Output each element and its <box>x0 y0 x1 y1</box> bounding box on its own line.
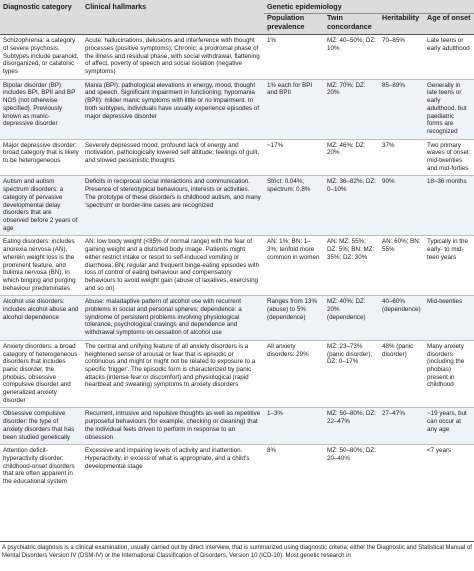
header-twin-concordance: Twin concordance <box>324 14 379 35</box>
cell-age-of-onset: Many anxiety disorders (including the phobias) present in childhood <box>424 340 474 408</box>
header-heritability: Heritability <box>379 14 424 35</box>
cell-category: Anxiety disorders: a broad category of heterogeneous disorders that includes panic disorder, the phobias, obsessive compulsive disorder and generalized anxiety disorder <box>0 340 82 408</box>
cell-hallmarks: The central and unifying feature of all anxiety disorders is a heightened sense of arousal or fear that is episodic or continuous and might or might not be related to exposure to a specific 'trigger'. The episodic form is characterized by panic attacks (intense fear or discomfort) and physiological (rapid heartbeat and sweating) symptoms to anxiety disorders <box>82 340 264 408</box>
cell-heritability: 40–60% (dependence) <box>379 296 424 341</box>
header-clinical-hallmarks: Clinical hallmarks <box>82 0 264 35</box>
cell-prevalence: Ranges from 13% (abuse) to 5% (dependence) <box>264 296 324 341</box>
header-diagnostic-category: Diagnostic category <box>0 0 82 35</box>
cell-prevalence: 1% each for BPI and BPII <box>264 79 324 139</box>
cell-twin-concordance: MZ: 46%; DZ: 20% <box>324 139 379 176</box>
cell-hallmarks: Abuse: maladaptive pattern of alcohol use with recurrent problems in social and personal spheres; dependence: a syndrome of persistent problems involving physiological tolerance, psychological cravings and dependence and withdrawal symptoms on cessation of alcohol use <box>82 296 264 341</box>
cell-prevalence: 8% <box>264 445 324 489</box>
cell-age-of-onset: <7 years <box>424 445 474 489</box>
cell-prevalence: 1–3% <box>264 408 324 445</box>
cell-age-of-onset: Late teens or early adulthood <box>424 35 474 80</box>
cell-category: Schizophrenia: a category of severe psychosis. Subtypes include paranoid, disorganized, or catatonic types <box>0 35 82 80</box>
cell-hallmarks: Severely depressed mood, profound lack of energy and motivation, pathologically lowered self attitude, feelings of guilt, and slowed pessimistic thoughts <box>82 139 264 176</box>
cell-category: Eating disorders: includes anorexia nervosa (AN), wherein weight loss is the prominent feature, and bulimia nervosa (BN), in which binging and purging behaviour predominates <box>0 236 82 296</box>
cell-age-of-onset: Typically in the early- to mid-teen years <box>424 236 474 296</box>
cell-heritability: 70–85% <box>379 35 424 80</box>
cell-twin-concordance: MZ: 70%; DZ: 20% <box>324 79 379 139</box>
cell-category: Attention deficit-hyperactivity disorder: childhood-onset disorders that are often apparent in the educational system <box>0 445 82 489</box>
table-row <box>0 176 474 236</box>
cell-twin-concordance: MZ: 50–80%; DZ: 20–40% <box>324 445 379 489</box>
cell-age-of-onset: ~19 years, but can occur at any age <box>424 408 474 445</box>
cell-heritability: 48% (panic disorder) <box>379 340 424 408</box>
cell-heritability: 85–89% <box>379 79 424 139</box>
cell-age-of-onset: 18–36 months <box>424 176 474 236</box>
table-row <box>0 139 474 176</box>
table-row <box>0 79 474 139</box>
cell-prevalence: All anxiety disorders: 29% <box>264 340 324 408</box>
cell-category: Alcohol use disorders: includes alcohol abuse and alcohol dependence <box>0 296 82 341</box>
cell-hallmarks: Deficits in reciprocal social interactions and communication. Presence of stereotypical behaviours, interests or activities. The prototype of these disorders is childhood autism, and many 'spectrum' or border-line cases are recognized <box>82 176 264 236</box>
header-genetic-epidemiology: Genetic epidemiology <box>264 0 474 14</box>
cell-heritability: 90% <box>379 176 424 236</box>
cell-twin-concordance: MZ: 36–82%; DZ: 0–10% <box>324 176 379 236</box>
cell-heritability: 37% <box>379 139 424 176</box>
table-row <box>0 35 474 80</box>
cell-hallmarks: Mania (BPI): pathological elevations in energy, mood, thought and speech. Significant impairment in functioning; hypomania (BPII): milder manic symptoms with little or no impairment. In both subtypes, individuals have usually experience episodes of major depressive disorder <box>82 79 264 139</box>
header-age-of-onset: Age of onset <box>424 14 474 35</box>
cell-twin-concordance: MZ: 40%; DZ: 20% (dependence) <box>324 296 379 341</box>
cell-twin-concordance: AN: MZ: 55%; DZ: 5%; BN: MZ: 35%; DZ: 30% <box>324 236 379 296</box>
cell-age-of-onset: Generally in late teens or early adulthood, but paediatric forms are recognized <box>424 79 474 139</box>
table-footnote: A psychiatric diagnosis is a clinical examination, usually carried out by direct interview, that is summarized using diagnostic criteria: either the Diagnostic and Statistical Manual of Mental Disorders Version IV (DSM-IV) or the International Classification of Disorders, Version 10 (ICD-10). Most genetic research in <box>0 541 474 571</box>
cell-prevalence: 1% <box>264 35 324 80</box>
table-row <box>0 236 474 296</box>
header-population-prevalence: Population prevalence <box>264 14 324 35</box>
cell-prevalence: AN: 1%; BN: 1–3%; tenfold more common in women <box>264 236 324 296</box>
table-row <box>0 296 474 341</box>
cell-heritability: 27–47% <box>379 408 424 445</box>
cell-category: Obsessive compulsive disorder: the type of anxiety disorders that has been studied genetically <box>0 408 82 445</box>
cell-prevalence: Strict: 0.04%; spectrum: 0.8% <box>264 176 324 236</box>
table-row <box>0 340 474 408</box>
cell-hallmarks: Acute: hallucinations, delusions and interference with thought processes (positive symptoms); Chronic: a prodromal phase of the illness and residual phase, with social withdrawal, flattening of affect, poverty of speech and social isolation (negative symptoms) <box>82 35 264 80</box>
cell-hallmarks: Recurrent, intrusive and repulsive thoughts as well as repetitive purposeful behaviours (for example, checking or cleaning) that the individual feels driven to perform in response to an obsession <box>82 408 264 445</box>
cell-hallmarks: AN: low body weight (<85% of normal range) with the fear of gaining weight and a distorted body image. Patients might either restrict intake or resort to self-induced vomiting or diarrhoea; BN: regular and frequent binge-eating episodes with loss of control of eating behaviour and compensatory behaviours to avoid weight gain (abuse of laxatives, exercising and so on) <box>82 236 264 296</box>
cell-hallmarks: Excessive and impairing levels of activity and inattention. Hyperactivity, in excess of what is appropriate, and a child's developmental stage <box>82 445 264 489</box>
table-row <box>0 408 474 445</box>
cell-prevalence: ~17% <box>264 139 324 176</box>
cell-twin-concordance: MZ: 23–73% (panic disorder); DZ: 0–17% <box>324 340 379 408</box>
cell-age-of-onset: Two primary waves of onset: mid-twenties and mid-forties <box>424 139 474 176</box>
cell-twin-concordance: MZ: 40–50%; DZ: 10% <box>324 35 379 80</box>
cell-category: Major depressive disorder: broad category that is likely to be heterogeneous <box>0 139 82 176</box>
cell-twin-concordance: MZ: 50–80%; DZ: 22–47% <box>324 408 379 445</box>
cell-heritability: AN: 60%; BN: 55% <box>379 236 424 296</box>
cell-category: Autism and autism spectrum disorders: a category of pervasive developmental delay disorders that are observed before 2 years of age <box>0 176 82 236</box>
cell-age-of-onset: Mid-twenties <box>424 296 474 341</box>
cell-category: Bipolar disorder (BP): includes BPI, BPII and BP NOS (not otherwise specified). Previously known as manic-depressive disorder <box>0 79 82 139</box>
cell-heritability <box>379 445 424 489</box>
table-row <box>0 445 474 489</box>
